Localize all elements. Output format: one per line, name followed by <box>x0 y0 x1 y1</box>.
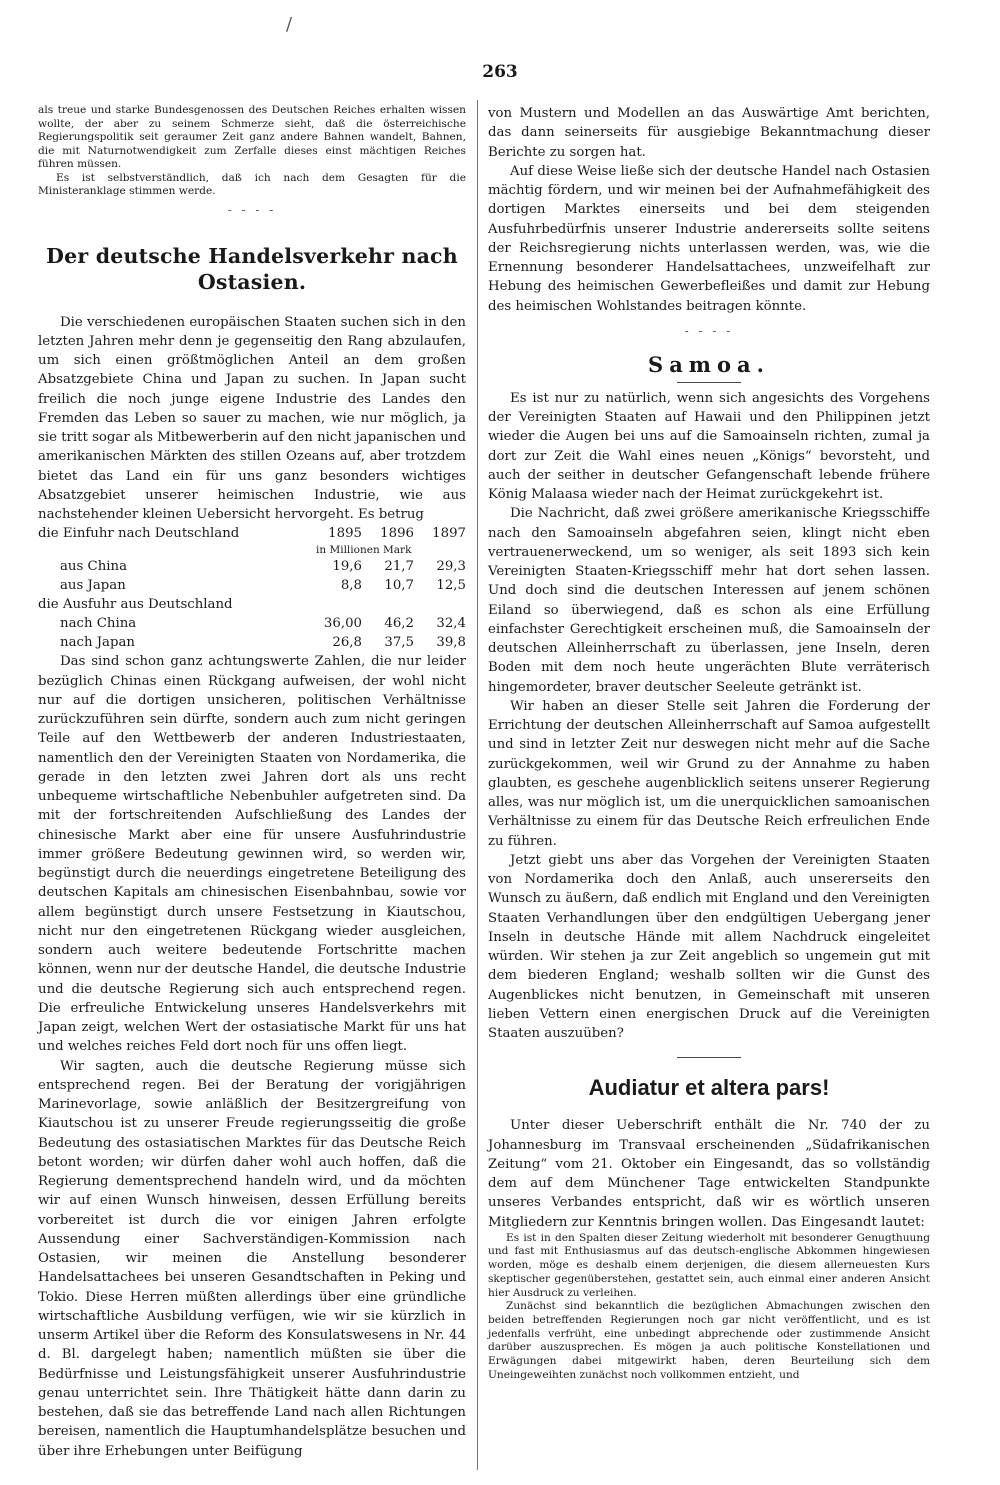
trade-export-header <box>38 595 466 614</box>
row-label: aus Japan <box>60 578 126 594</box>
row-value: 37,5 <box>384 635 414 651</box>
trade-unit-label: in Millionen Mark <box>316 544 412 557</box>
trade-table-header <box>38 524 466 543</box>
trade-import-label: die Einfuhr nach Deutschland <box>38 526 240 542</box>
row-value: 39,8 <box>436 635 466 651</box>
row-value: 12,5 <box>436 578 466 594</box>
page-number: 263 <box>482 62 518 82</box>
article-title-audiatur: Audiatur et altera pars! <box>588 1075 830 1101</box>
trade-table <box>38 524 466 652</box>
row-value: 26,8 <box>332 635 362 651</box>
trade-export-label: die Ausfuhr aus Deutschland <box>38 597 233 613</box>
column-divider <box>477 100 478 1470</box>
article-end-mark: - - - - <box>227 202 277 217</box>
article-paragraph: Unter dieser Ueberschrift enthält die Nr. 740 der zu Johannesburg im Transvaal erscheinenden „Südafrikanischen Zeitung“ vom 21. Oktober ein Eingesandt, das so vollständig dem auf dem Münchener Tage entwickelten Standpunkte unseres Verbandes entspricht, daß wir es wörtlich unseren Mitgliedern zur Kenntnis bringen wollen. Das Eingesandt lautet: <box>488 1118 930 1230</box>
table-row <box>38 633 466 652</box>
year-1897: 1897 <box>432 526 466 542</box>
quoted-paragraph: Es ist in den Spalten dieser Zeitung wiederholt mit besonderer Genugthuung und fast mit Enthusiasmus auf das deutsch-englische Abkommen hingewiesen worden, möge es deshalb einem derjenigen, die diesem allerneuesten Kurs skeptischer gegenüberstehen, gestattet sein, auch einmal einer anderen Ansicht hier Ausdruck zu verleihen. <box>488 1231 930 1299</box>
year-1895: 1895 <box>328 526 362 542</box>
article-paragraph: Auf diese Weise ließe sich der deutsche Handel nach Ostasien mächtig fördern, und wir meinen bei der Aufnahmefähigkeit des dortigen Marktes einerseits und bei dem steigenden Ausfuhrbedürfnis unserer Industrie andererseits sollte seitens der Reichsregierung nichts unterlassen werden, was, wie die Ernennung besonderer Handelsattachees, unzweifelhaft zur Hebung des heimischen Gewerbefleißes und damit zur Hebung des heimischen Wohlstandes beitragen könnte. <box>488 163 930 314</box>
article-paragraph: Die Nachricht, daß zwei größere amerikanische Kriegsschiffe nach den Samoainseln abgefahren seien, klingt nicht eben vertrauenerweckend, um so weniger, als seit 1893 sich kein Vereinigten Staaten-Kriegsschiff mehr hat dort sehen lassen. Und doch sind die deutschen Interessen auf jenem schönen Eiland so überwiegend, daß es schon als eine Erfüllung einfachster Gerechtigkeit erscheinen muß, die Samoainseln der deutschen Alleinherrschaft zu überlassen, jene Inseln, deren Boden mit dem noch heute ungerächten Blute verräterisch hingemordeter, braver deutscher Seeleute getränkt ist. <box>488 506 930 695</box>
article-paragraph: Wir haben an dieser Stelle seit Jahren die Forderung der Errichtung der deutschen Alleinherrschaft auf Samoa aufgestellt und sind in letzter Zeit nur deswegen nicht mehr auf die Sache zurückgekommen, weil wir Grund zu der Annahme zu haben glaubten, es geschehe augenblicklich seitens unserer Regierung alles, was nur möglich ist, um die unerquicklichen samoanischen Verhältnisse zu einem für das Deutsche Reich erfreulichen Ende zu führen. <box>488 698 930 849</box>
article-paragraph: Wir sagten, auch die deutsche Regierung müsse sich entsprechend regen. Bei der Beratung der vorigjährigen Marinevorlage, sowie anläßlich der Besitzergreifung von Kiautschou ist zu unserer Freude regierungsseitig die große Bedeutung des ostasiatischen Marktes für das Deutsche Reich betont worden; wir dürfen daher wohl auch hoffen, daß die Regierung dementsprechend handeln wird, und da möchten wir auf einen Wunsch hinweisen, dessen Erfüllung bereits vorbereitet ist durch die vor einigen Jahren erfolgte Aussendung einer Sachverständigen-Kommission nach Ostasien, wir meinen die Anstellung besonderer Handelsattachees bei unseren Gesandtschaften in Peking und Tokio. Diese Herren müßten allerdings über eine gründliche wirtschaftliche Ausbildung verfügen, wie wir sie kürzlich in unserm Artikel über die Reform des Konsulatswesens in Nr. 44 d. Bl. dargelegt haben; namentlich müßten sie über die Bedürfnisse und Leistungsfähigkeit unserer Ausfuhrindustrie genau unterrichtet sein. Ihre Thätigkeit hätte dann darin zu bestehen, daß sie das betreffende Land nach allen Richtungen bereisen, namentlich die Hauptumhandelsplätze besuchen und über ihre Erhebungen unter Beifügung <box>38 1058 466 1459</box>
row-value: 19,6 <box>332 559 362 575</box>
year-1896: 1896 <box>380 526 414 542</box>
title-rule <box>677 382 741 383</box>
article-paragraph: Es ist nur zu natürlich, wenn sich angesichts des Vorgehens der Vereinigten Staaten auf Hawaii und den Philippinen jetzt wieder die Augen bei uns auf die Samoainseln richten, zumal ja dort zur Zeit die Wahl eines neuen „Königs“ bevorsteht, und auch der seither in deutscher Gefangenschaft lebende frühere König Malaasa wieder nach der Heimat zurückgekehrt ist. <box>488 390 930 502</box>
quoted-paragraph: Zunächst sind bekanntlich die bezüglichen Abmachungen zwischen den beiden betreffenden Regierungen noch gar nicht veröffentlicht, und es ist jedenfalls verfrüht, eine unbedingt abprechende oder zustimmende Ansicht darüber auszusprechen. Es mögen ja auch politische Konstellationen und Erwägungen dabei mitgewirkt haben, deren Beurteilung sich dem Uneingeweihten zunächst noch vollkommen entzieht, und <box>488 1300 930 1381</box>
row-value: 29,3 <box>436 559 466 575</box>
row-value: 36,00 <box>323 616 362 632</box>
article-title-handelsverkehr: Der deutsche Handelsverkehr nach Ostasien. <box>46 243 458 294</box>
row-label: aus China <box>60 559 128 575</box>
article-paragraph-continued: von Mustern und Modellen an das Auswärtige Amt berichten, das dann seinerseits für ausgiebige Bekanntmachung dieser Berichte zu sorgen hat. <box>488 106 930 160</box>
article-title-samoa: Samoa. <box>648 351 770 377</box>
left-column <box>38 104 466 1461</box>
row-label: nach China <box>60 616 137 632</box>
margin-mark: / <box>286 14 293 35</box>
row-value: 8,8 <box>340 578 362 594</box>
article-paragraph: Die verschiedenen europäischen Staaten suchen sich in den letzten Jahren mehr denn je gegenseitig den Rang abzulaufen, um sich einen größtmöglichen Anteil an dem großen Absatzgebiete China und Japan zu suchen. In Japan sucht freilich die noch junge eigene Industrie des Landes den Fremden das Leben so sauer zu machen, wie nur möglich, ja sie tritt sogar als Mitbewerberin auf den nicht japanischen und amerikanischen Märkten des stillen Ozeans auf, aber trotzdem bietet das Land ein für uns ganz besonders wichtiges Absatzgebiet unserer heimischen Industrie, wie aus nachstehender kleinen Uebersicht hervorgeht. Es betrug <box>38 314 466 522</box>
article-paragraph: Jetzt giebt uns aber das Vorgehen der Vereinigten Staaten von Nordamerika doch den Anlaß, auch unsererseits den Wunsch zu äußern, daß endlich mit England und den Vereinigten Staaten Verhandlungen über den endgültigen Uebergang jener Inseln in deutsche Hände mit allem Nachdruck eingeleitet würden. Wir stehen ja zur Zeit angeblich so ungemein gut mit dem biederen England; weshalb sollten wir die Gunst des Augenblickes nicht benutzen, in Gemeinschaft mit unseren lieben Vettern einen energischen Druck auf die Vereinigten Staaten auszuüben? <box>488 852 930 1041</box>
prev-article-closing: Es ist selbstverständlich, daß ich nach dem Gesagten für die Ministeranklage stimmen werde. <box>38 171 466 197</box>
row-value: 32,4 <box>436 616 466 632</box>
article-end-mark: - - - - <box>684 323 734 338</box>
table-row <box>38 614 466 633</box>
prev-article-text: als treue und starke Bundesgenossen des Deutschen Reiches erhalten wissen wollte, der aber zu seinem Schmerze sieht, daß die österreichische Regierungspolitik seit geraumer Zeit ganz andere Bahnen wandelt, Bahnen, die mit Naturnotwendigkeit zum Zerfalle dieses einst mächtigen Reiches führen müssen. <box>38 104 466 170</box>
right-column <box>488 104 930 1382</box>
section-rule <box>677 1057 741 1058</box>
row-value: 46,2 <box>384 616 414 632</box>
table-row <box>38 576 466 595</box>
table-row <box>38 557 466 576</box>
row-value: 21,7 <box>384 559 414 575</box>
row-label: nach Japan <box>60 635 135 651</box>
row-value: 10,7 <box>384 578 414 594</box>
article-paragraph: Das sind schon ganz achtungswerte Zahlen, die nur leider bezüglich Chinas einen Rückgang aufweisen, der wohl nicht nur auf die dortigen unsicheren, politischen Verhältnisse zurückzuführen sein dürfte, sondern auch zum nicht geringen Teile auf den Wettbewerb der anderen Industriestaaten, namentlich den der Vereinigten Staaten von Nordamerika, die gerade in den letzten zwei Jahren dort als uns recht unbequeme wirtschaftliche Nebenbuhler aufgetreten sind. Da mit der fortschreitenden Aufschließung des Landes der chinesische Markt aber eine für unsere Ausfuhrindustrie immer größere Bedeutung gewinnen wird, so werden wir, begünstigt durch die neuerdings eingetretene Beteiligung des deutschen Kapitals am chinesischen Eisenbahnbau, sowie vor allem begünstigt durch unsere Festsetzung in Kiautschou, nicht nur den eingetretenen Rückgang wieder ausgleichen, sondern auch weitere bedeutende Fortschritte machen können, wenn nur der deutsche Handel, die deutsche Industrie und die deutsche Regierung sich auch entsprechend regen. Die erfreuliche Entwickelung unseres Handelsverkehrs mit Japan zeigt, welchen Wert der ostasiatische Markt für uns hat und welches reiches Feld dort noch für uns offen liegt. <box>38 654 466 1055</box>
